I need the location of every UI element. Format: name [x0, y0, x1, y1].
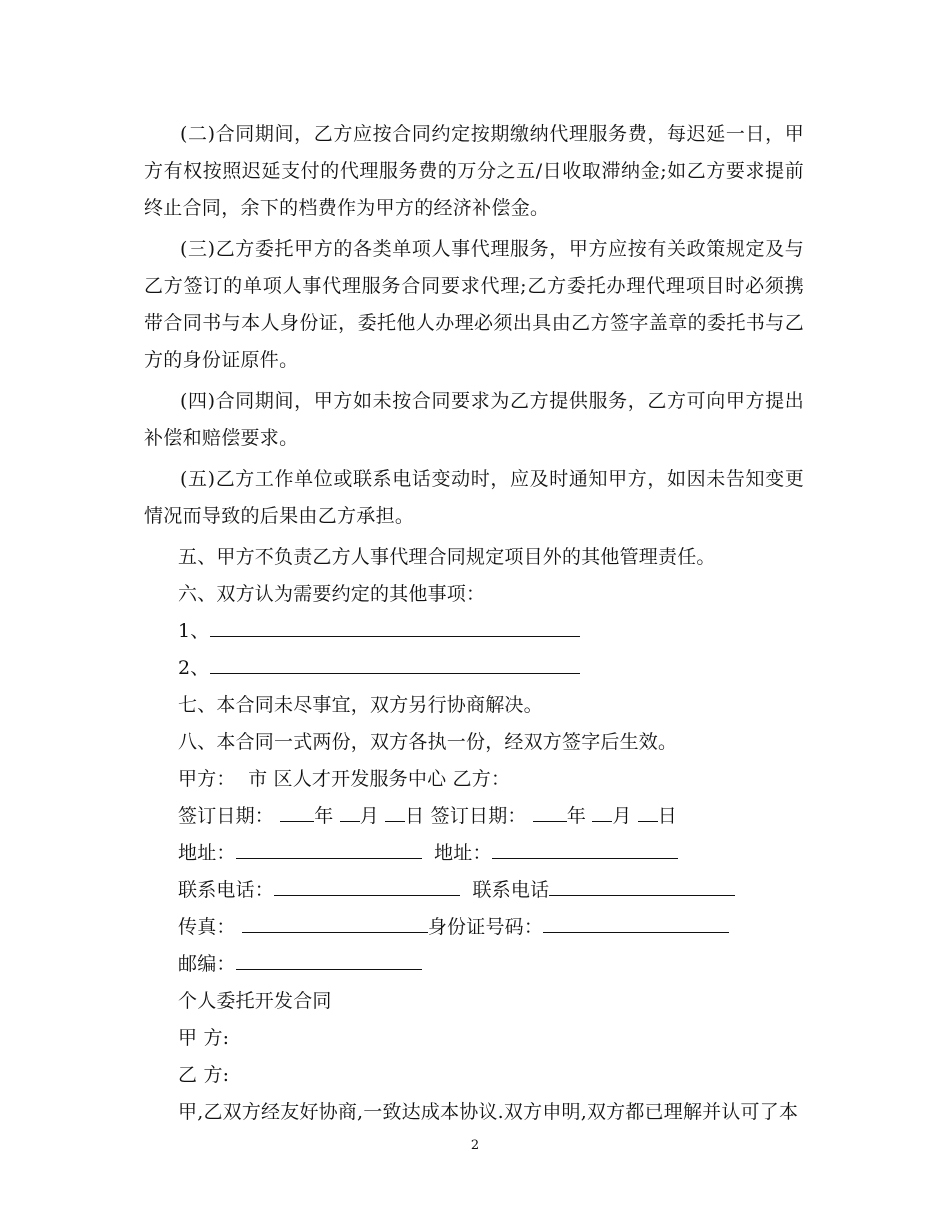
year-label-b: 年 — [566, 805, 587, 827]
address-blank-a — [236, 840, 422, 859]
month-label-a: 月 — [359, 805, 379, 827]
item-1-blank — [210, 618, 580, 637]
day-label-b: 日 — [657, 805, 677, 827]
day-blank-b — [638, 803, 658, 822]
page-number: 2 — [470, 1138, 480, 1153]
address-line — [144, 835, 804, 872]
day-blank-a — [385, 803, 405, 822]
item-2-label: 2、 — [178, 657, 210, 679]
address-label-a: 地址： — [178, 842, 236, 864]
address-label-b: 地址： — [434, 842, 492, 864]
paragraph-5: (五)乙方工作单位或联系电话变动时，应及时通知甲方，如因未告知变更情况而导致的后果由乙方承担。 — [144, 468, 804, 527]
month-label-b: 月 — [612, 805, 632, 827]
month-blank-a — [340, 803, 360, 822]
year-blank-a — [280, 803, 314, 822]
clause-seven: 七、本合同未尽事宜，双方另行协商解决。 — [178, 694, 543, 716]
address-blank-b — [492, 840, 678, 859]
year-label-a: 年 — [314, 805, 334, 827]
clause-five: 五、甲方不负责乙方人事代理合同规定项目外的其他管理责任。 — [178, 546, 716, 568]
zip-blank — [236, 951, 422, 970]
item-2-blank — [210, 655, 580, 674]
day-label-a: 日 — [405, 805, 425, 827]
document-body — [144, 116, 804, 1131]
other-item-1 — [144, 613, 804, 650]
phone-label-a: 联系电话： — [178, 879, 275, 901]
phone-blank-b — [549, 877, 735, 896]
party-a-label: 甲 方: — [178, 1027, 230, 1049]
zip-label: 邮编： — [178, 953, 236, 975]
month-blank-b — [592, 803, 612, 822]
fax-line — [144, 909, 804, 946]
id-label: 身份证号码： — [427, 916, 544, 938]
fax-label: 传真： — [178, 916, 236, 938]
paragraph-2: (二)合同期间，乙方应按合同约定按期缴纳代理服务费，每迟延一日，甲方有权按照迟延支付的代理服务费的万分之五/日收取滞纳金;如乙方要求提前终止合同，余下的档费作为甲方的经济补偿金。 — [144, 123, 804, 219]
phone-blank-a — [274, 877, 460, 896]
paragraph-4: (四)合同期间，甲方如未按合同要求为乙方提供服务，乙方可向甲方提出补偿和赔偿要求。 — [144, 390, 804, 449]
clause-eight: 八、本合同一式两份，双方各执一份，经双方签字后生效。 — [178, 731, 678, 753]
sign-date-label-b: 签订日期： — [430, 805, 527, 827]
year-blank-b — [533, 803, 567, 822]
zip-line — [144, 946, 804, 983]
party-b-label: 乙 方: — [178, 1064, 230, 1086]
other-item-2 — [144, 650, 804, 687]
intro-line: 甲,乙双方经友好协商,一致达成本协议.双方申明,双方都已理解并认可了本 — [178, 1101, 799, 1123]
phone-label-b: 联系电话 — [472, 879, 550, 901]
paragraph-3: (三)乙方委托甲方的各类单项人事代理服务，甲方应按有关政策规定及与乙方签订的单项人事代理服务合同要求代理;乙方委托办理代理项目时必须携带合同书与本人身份证，委托他人办理必须出具由乙方签字盖章的委托书与乙方的身份证原件。 — [144, 238, 804, 371]
item-1-label: 1、 — [178, 620, 210, 642]
phone-line — [144, 872, 804, 909]
id-blank — [543, 914, 729, 933]
sign-date-label-a: 签订日期： — [178, 805, 275, 827]
second-contract-title: 个人委托开发合同 — [178, 990, 332, 1012]
sign-date-line — [144, 798, 804, 835]
fax-blank — [242, 914, 428, 933]
clause-six: 六、双方认为需要约定的其他事项： — [178, 583, 486, 605]
party-line: 甲方： 市 区人才开发服务中心 乙方： — [178, 768, 511, 790]
